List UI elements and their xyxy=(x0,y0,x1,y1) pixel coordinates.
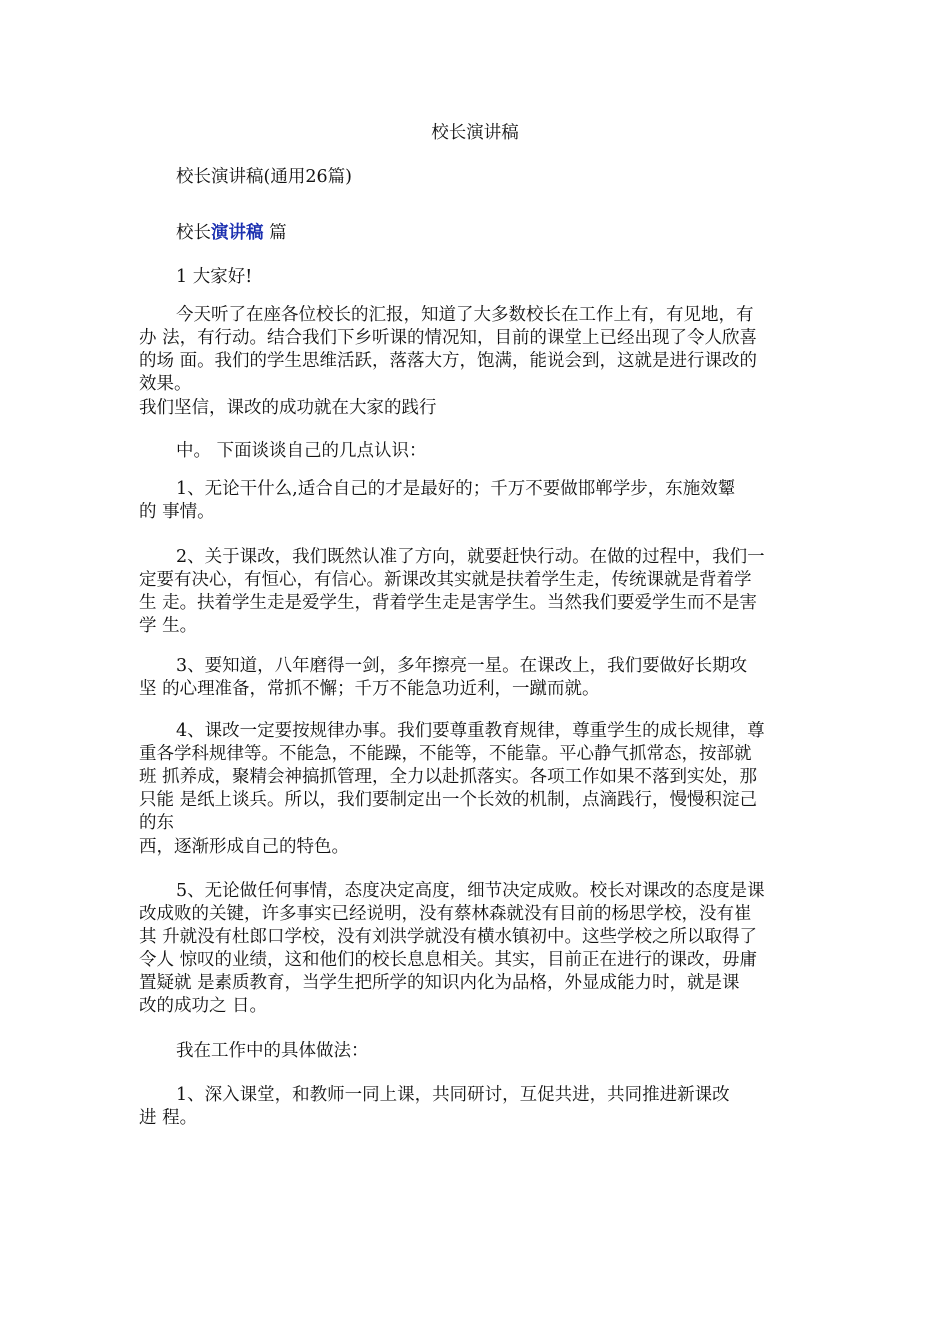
body-line: 我们坚信，课改的成功就在大家的践行 xyxy=(139,398,437,418)
section-heading-suffix: 篇 xyxy=(263,223,287,243)
body-line: 1、无论干什么,适合自己的才是最好的；千万不要做邯郸学步，东施效颦 xyxy=(176,479,736,499)
body-line: 只能 是纸上谈兵。所以，我们要制定出一个长效的机制，点滴践行，慢慢积淀己 xyxy=(139,790,758,810)
body-line: 的场 面。我们的学生思维活跃，落落大方，饱满，能说会到，这就是进行课改的 xyxy=(139,351,758,371)
body-line: 的 事情。 xyxy=(139,502,215,522)
body-line: 置疑就 是素质教育，当学生把所学的知识内化为品格，外显成能力时，就是课 xyxy=(139,973,740,993)
body-line: 3、要知道，八年磨得一剑，多年擦亮一星。在课改上，我们要做好长期攻 xyxy=(176,656,748,676)
document-title: 校长演讲稿 xyxy=(431,123,519,143)
body-line: 西，逐渐形成自己的特色。 xyxy=(139,837,349,857)
document-subtitle: 校长演讲稿(通用26篇) xyxy=(176,167,352,187)
body-line: 2、关于课改，我们既然认准了方向，就要赶快行动。在做的过程中，我们一 xyxy=(176,547,765,567)
body-line: 班 抓养成，聚精会神搞抓管理，全力以赴抓落实。各项工作如果不落到实处，那 xyxy=(139,767,758,787)
body-line: 学 生。 xyxy=(139,616,198,636)
speech-link[interactable]: 演讲稿 xyxy=(211,223,264,243)
body-line: 其 升就没有杜郎口学校，没有刘洪学就没有横水镇初中。这些学校之所以取得了 xyxy=(139,927,758,947)
body-line: 5、无论做任何事情，态度决定高度，细节决定成败。校长对课改的态度是课 xyxy=(176,881,765,901)
body-line: 办 法，有行动。结合我们下乡听课的情况知，目前的课堂上已经出现了令人欣喜 xyxy=(139,328,758,348)
body-line: 重各学科规律等。不能急，不能躁，不能等，不能靠。平心静气抓常态，按部就 xyxy=(139,744,752,764)
body-line: 中。 下面谈谈自己的几点认识： xyxy=(176,441,427,461)
body-line: 的东 xyxy=(139,813,174,833)
body-line: 今天听了在座各位校长的汇报，知道了大多数校长在工作上有，有见地，有 xyxy=(176,305,754,325)
greeting-line: 1 大家好! xyxy=(176,267,253,287)
body-line: 令人 惊叹的业绩，这和他们的校长息息相关。其实，目前正在进行的课改，毋庸 xyxy=(139,950,758,970)
body-line: 我在工作中的具体做法： xyxy=(176,1041,369,1061)
body-line: 改的成功之 日。 xyxy=(139,996,268,1016)
body-line: 1、深入课堂，和教师一同上课，共同研讨，互促共进，共同推进新课改 xyxy=(176,1085,730,1105)
section-heading xyxy=(176,222,287,245)
body-line: 生 走。扶着学生走是爱学生，背着学生走是害学生。当然我们要爱学生而不是害 xyxy=(139,593,758,613)
body-line: 4、课改一定要按规律办事。我们要尊重教育规律，尊重学生的成长规律，尊 xyxy=(176,721,765,741)
body-line: 坚 的心理准备，常抓不懈；千万不能急功近利，一蹴而就。 xyxy=(139,679,600,699)
body-line: 改成败的关键，许多事实已经说明，没有蔡林森就没有目前的杨思学校，没有崔 xyxy=(139,904,752,924)
body-line: 进 程。 xyxy=(139,1108,198,1128)
body-line: 效果。 xyxy=(139,374,192,394)
section-heading-prefix: 校长 xyxy=(176,223,211,243)
body-line: 定要有决心，有恒心，有信心。新课改其实就是扶着学生走，传统课就是背着学 xyxy=(139,570,752,590)
